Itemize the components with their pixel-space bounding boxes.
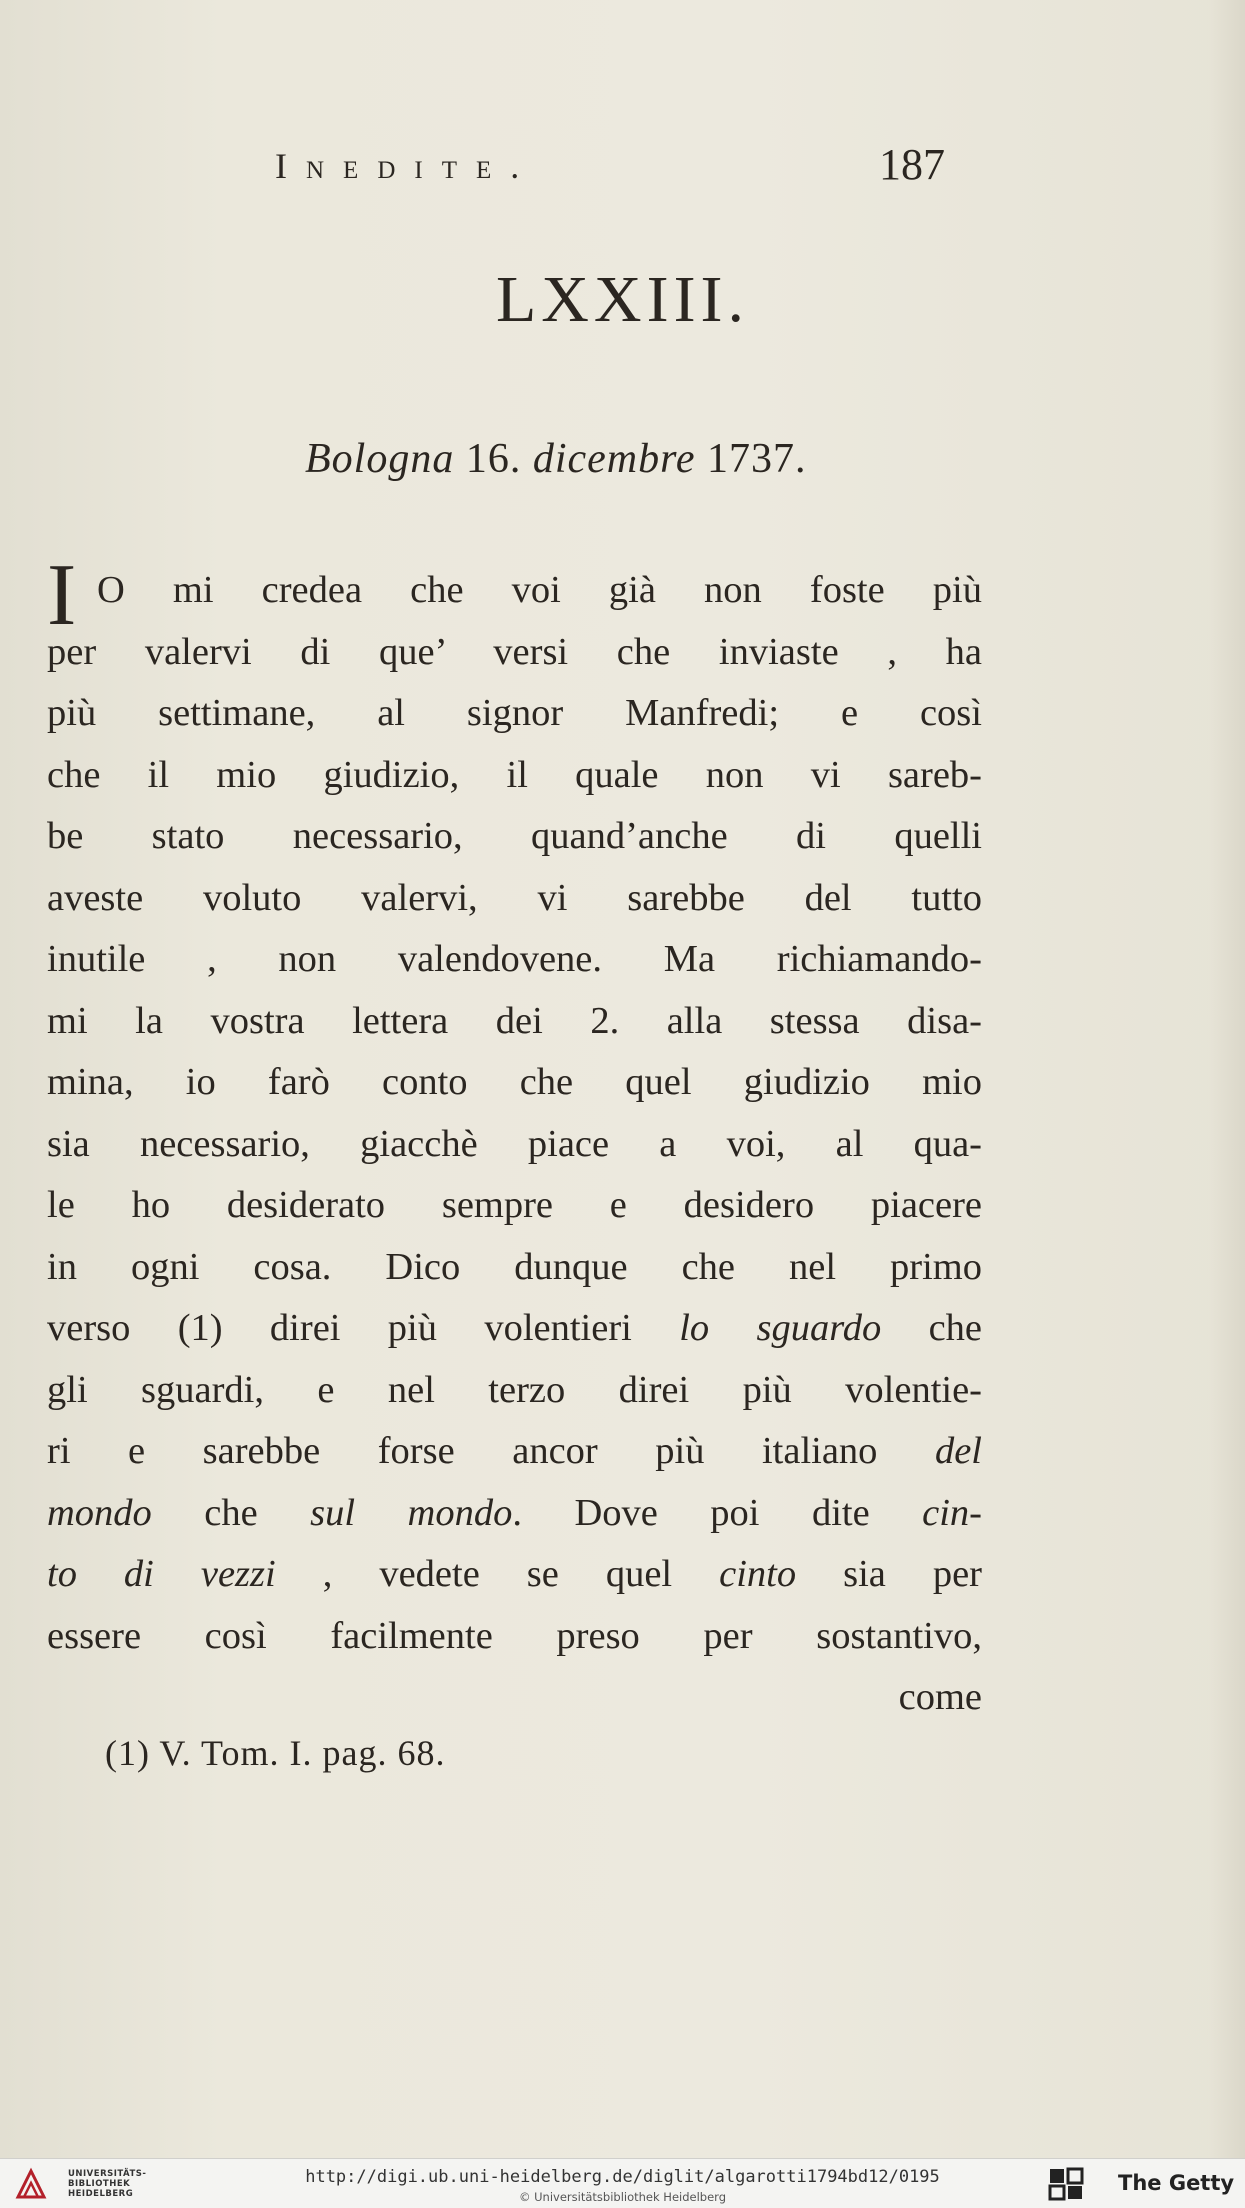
text-segment: . Dove poi dite [512, 1491, 923, 1534]
text-line [47, 868, 982, 930]
text-segment: be stato necessario, quand’anche di quelli [47, 815, 982, 857]
text-line [47, 1360, 982, 1422]
text-line [47, 1421, 982, 1483]
viewer-footer [0, 2158, 1245, 2208]
text-line [47, 1544, 982, 1606]
text-line [47, 1606, 982, 1668]
text-segment: verso (1) direi più volentieri [47, 1307, 680, 1349]
text-line [47, 622, 982, 684]
text-line [47, 929, 982, 991]
text-segment: , vedete se quel [275, 1553, 720, 1595]
text-segment: sia per [796, 1553, 982, 1595]
text-line [47, 1298, 982, 1360]
text-line [47, 991, 982, 1053]
italic-text: to di vezzi [47, 1553, 276, 1595]
running-head [275, 140, 965, 195]
italic-text: cinto [719, 1553, 797, 1595]
footnote: (1) V. Tom. I. pag. 68. [105, 1733, 446, 1773]
catchword: come [898, 1676, 982, 1718]
text-line [47, 745, 982, 807]
text-segment: mi la vostra lettera dei 2. alla stessa disa- [47, 999, 982, 1042]
dateline-month: dicembre [532, 436, 696, 482]
italic-text: sul mondo [310, 1491, 513, 1534]
letter-body [47, 547, 982, 1729]
text-line [47, 1114, 982, 1176]
text-line [47, 1052, 982, 1114]
institution-name: UNIVERSITÄTS- BIBLIOTHEK HEIDELBERG [68, 2169, 147, 2199]
text-segment: gli sguardi, e nel terzo direi più volentie- [47, 1368, 982, 1411]
drop-cap: I [47, 547, 77, 644]
dateline-year: 1737. [707, 436, 807, 482]
text-segment: in ogni cosa. Dico dunque che nel primo [47, 1245, 982, 1288]
page-number: 187 [879, 140, 945, 189]
text-line [47, 1237, 982, 1299]
dateline-day: 16. [465, 436, 522, 482]
text-segment: che il mio giudizio, il quale non vi sareb- [47, 753, 982, 796]
text-segment: mina, io farò conto che quel giudizio mio [47, 1061, 982, 1103]
italic-text: lo sguardo [679, 1307, 882, 1349]
text-segment: che [881, 1307, 982, 1349]
dateline-place: Bologna [305, 436, 455, 482]
dateline [305, 435, 807, 483]
text-line [47, 1483, 982, 1545]
italic-text: del [934, 1430, 982, 1472]
text-line [47, 547, 982, 644]
text-segment: sia necessario, giacchè piace a voi, al qua- [47, 1122, 982, 1165]
letter-number: LXXIII. [495, 263, 750, 336]
partner-name: The Getty [1118, 2171, 1235, 2195]
text-segment: le ho desiderato sempre e desidero piacere [47, 1184, 982, 1226]
text-segment: inutile , non valendovene. Ma richiamando- [47, 938, 982, 980]
permalink-url[interactable]: http://digi.ub.uni-heidelberg.de/diglit/algarotti1794bd12/0195 [305, 2167, 940, 2187]
copyright-notice: © Universitätsbibliothek Heidelberg [518, 2190, 726, 2204]
getty-logo-icon[interactable] [1048, 2167, 1086, 2201]
text-line [47, 683, 982, 745]
italic-text: cin- [922, 1491, 982, 1534]
italic-text: mondo [47, 1491, 152, 1534]
text-line [47, 806, 982, 868]
text-segment: aveste voluto valervi, vi sarebbe del tutto [47, 876, 982, 919]
text-segment: essere così facilmente preso per sostantivo, [47, 1614, 982, 1657]
text-segment: per valervi di que’ versi che inviaste , ha [47, 630, 982, 673]
running-title: Inedite. [275, 146, 539, 186]
text-segment: ri e sarebbe forse ancor più italiano [47, 1430, 935, 1472]
text-segment: che [151, 1491, 311, 1534]
text-segment: O mi credea che voi già non foste più [97, 569, 982, 611]
text-segment: più settimane, al signor Manfredi; e così [47, 692, 982, 734]
text-line [47, 1175, 982, 1237]
